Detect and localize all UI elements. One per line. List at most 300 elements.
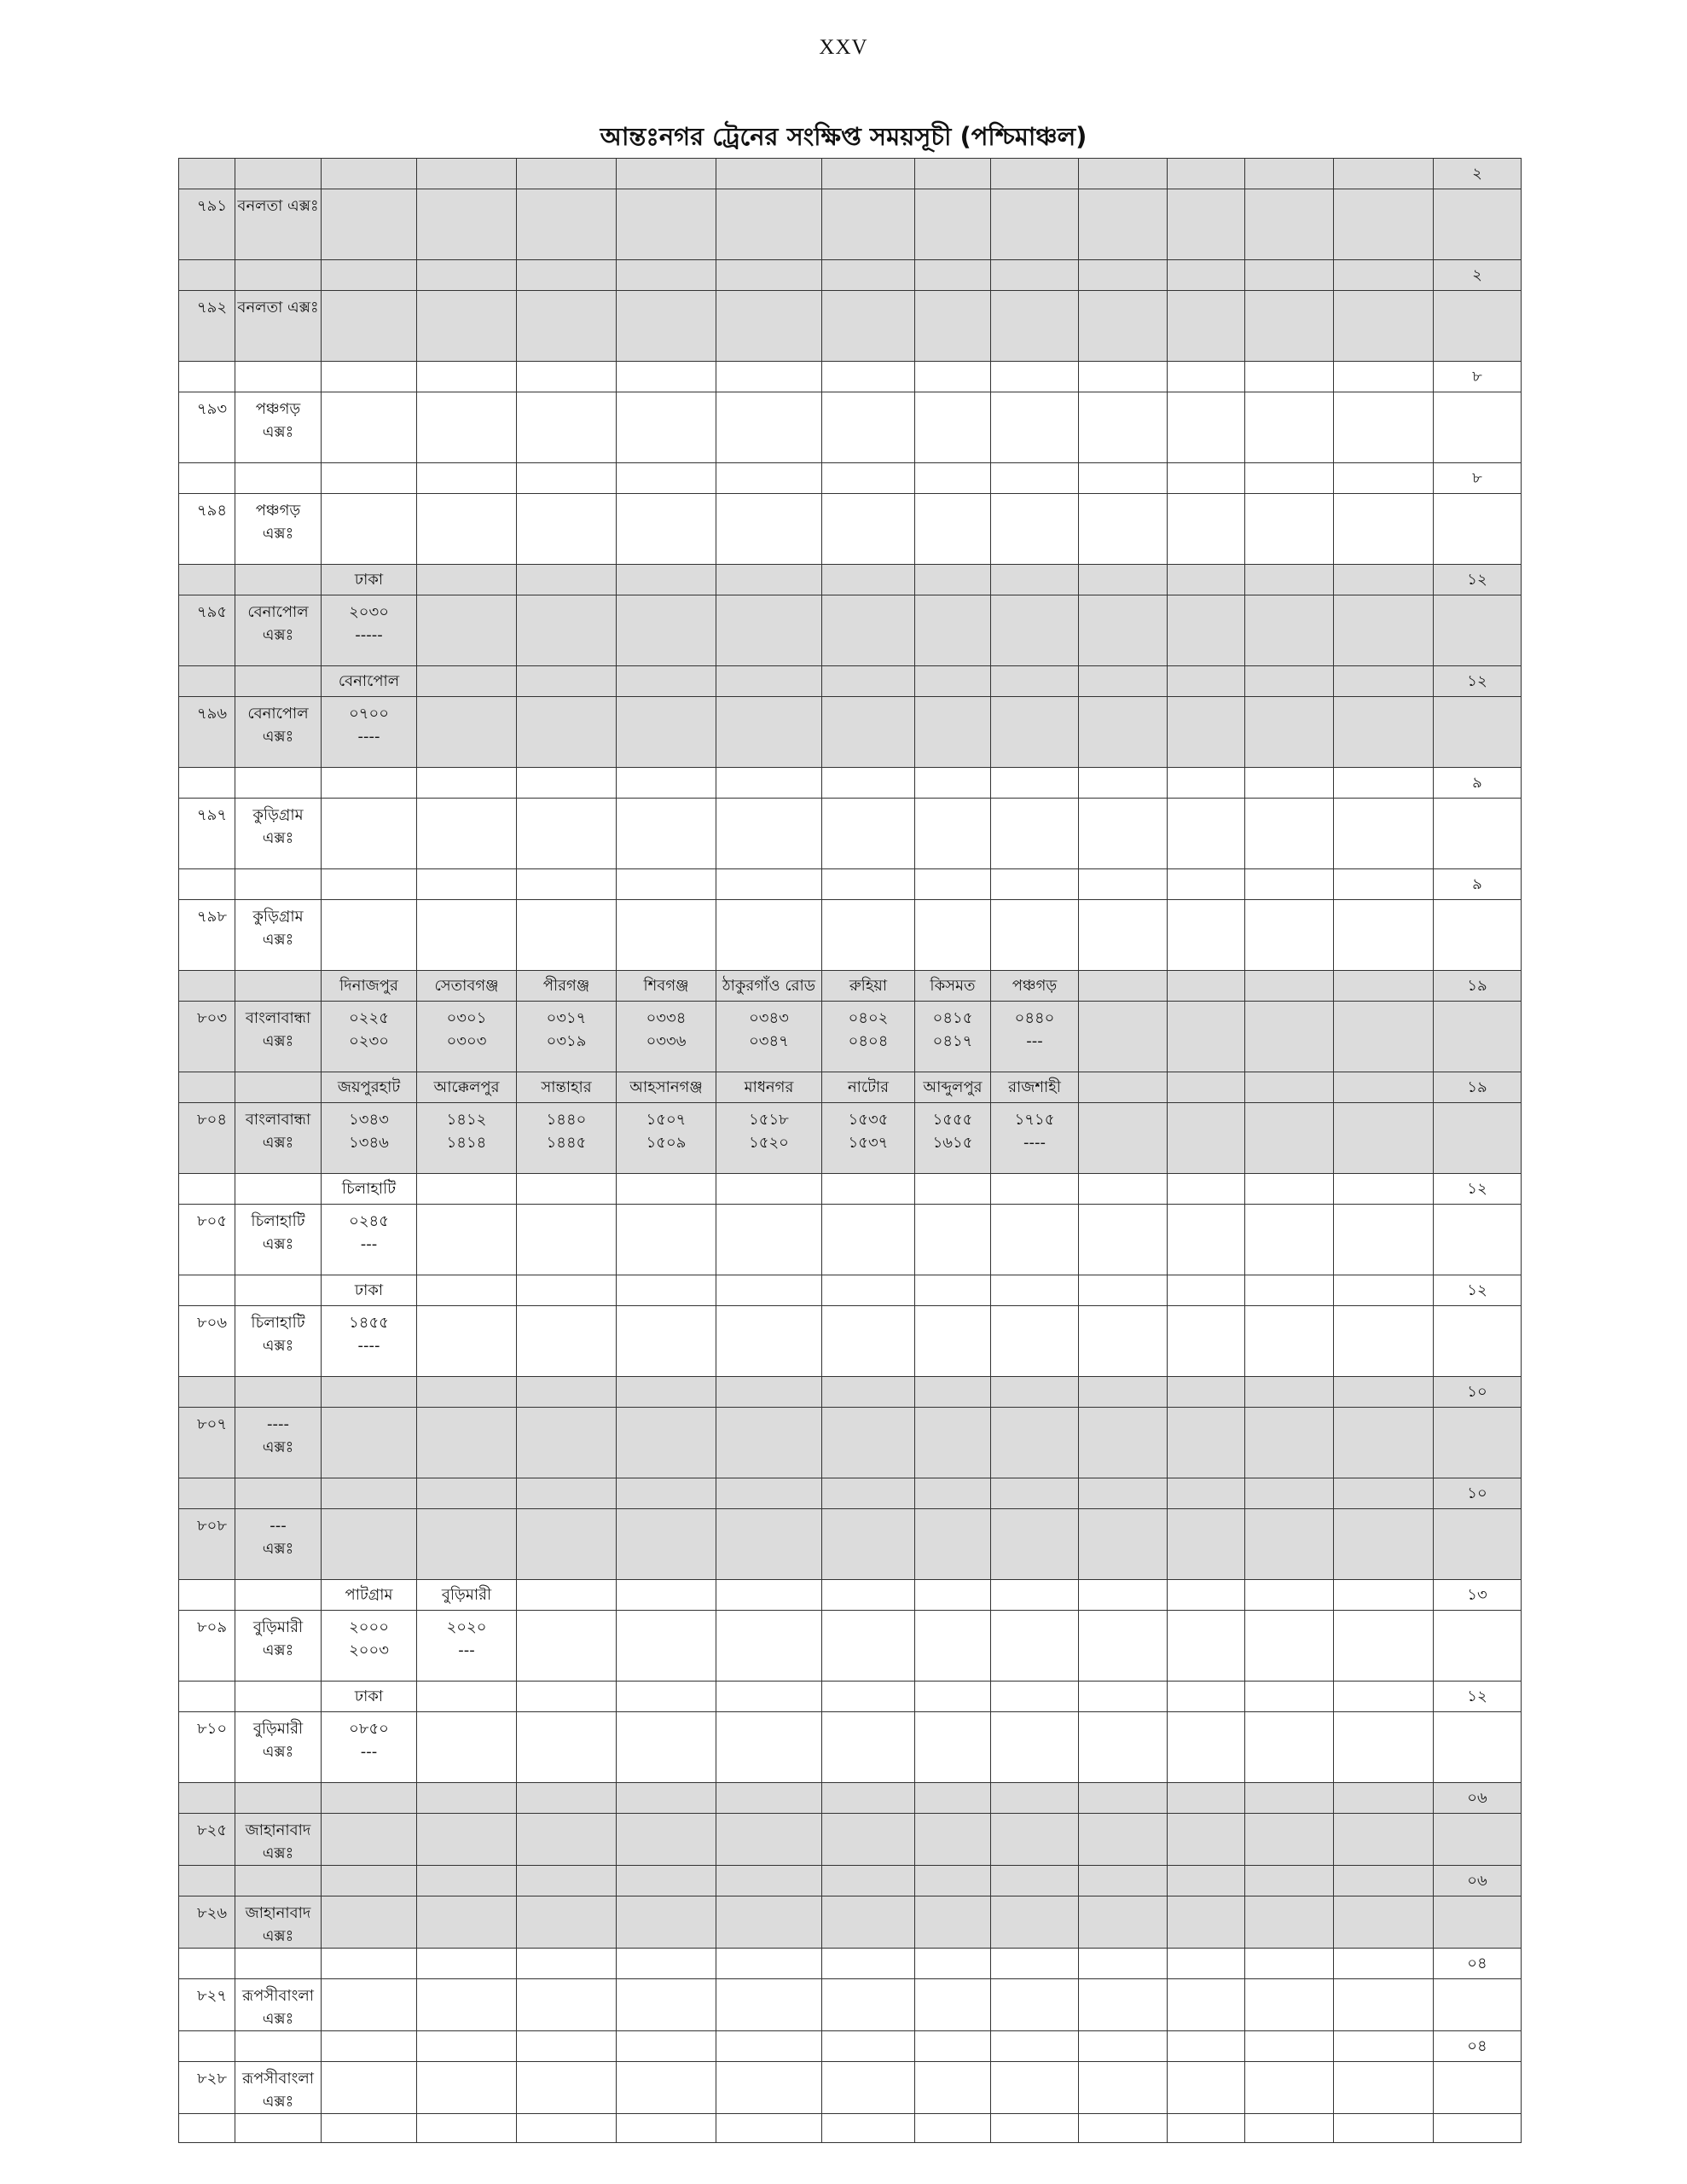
- empty-cell: [1245, 1896, 1334, 1949]
- departure-time: ১৬১৫: [932, 1134, 973, 1152]
- empty-cell: [716, 159, 822, 189]
- station-name: রুহিয়া: [822, 971, 915, 1002]
- empty-cell: [1079, 1205, 1168, 1275]
- train-number: ৮০৪: [179, 1103, 235, 1174]
- arrival-time: ০৩৪৩: [749, 1009, 789, 1027]
- empty-cell: [517, 1712, 617, 1783]
- empty-cell: [716, 1979, 822, 2031]
- time-cell: [716, 1002, 822, 1072]
- empty-cell: [716, 494, 822, 565]
- empty-cell: [1334, 1306, 1434, 1377]
- train-number: ৭৯৬: [179, 697, 235, 768]
- station-header-row: [179, 666, 1522, 697]
- empty-cell: [716, 1896, 822, 1949]
- empty-cell: [235, 1682, 322, 1712]
- empty-cell: [1334, 1814, 1434, 1866]
- time-cell: [915, 1002, 991, 1072]
- empty-cell: [1245, 1509, 1334, 1580]
- train-row: [179, 1979, 1522, 2031]
- empty-cell: [1245, 260, 1334, 291]
- empty-cell: [822, 697, 915, 768]
- empty-cell: [991, 2031, 1079, 2062]
- empty-cell: [1434, 2062, 1522, 2114]
- empty-cell: [517, 2031, 617, 2062]
- empty-cell: [179, 1580, 235, 1611]
- empty-cell: [1245, 1408, 1334, 1478]
- train-name: [235, 697, 322, 768]
- empty-cell: [517, 1275, 617, 1306]
- empty-cell: [822, 1866, 915, 1896]
- empty-cell: [716, 189, 822, 260]
- empty-cell: [1245, 494, 1334, 565]
- empty-cell: [716, 869, 822, 900]
- empty-cell: [1434, 1509, 1522, 1580]
- empty-cell: [1245, 189, 1334, 260]
- train-name-line: পঞ্চগড়: [255, 400, 301, 418]
- empty-cell: [617, 463, 716, 494]
- train-name-line: এক্সঃ: [262, 1540, 294, 1558]
- train-day-count: ৮: [1434, 362, 1522, 392]
- empty-cell: [1168, 1174, 1245, 1205]
- empty-cell: [991, 392, 1079, 463]
- empty-cell: [915, 291, 991, 362]
- empty-cell: [822, 900, 915, 971]
- empty-cell: [1434, 494, 1522, 565]
- empty-cell: [822, 595, 915, 666]
- empty-cell: [417, 1896, 517, 1949]
- empty-cell: [1334, 1072, 1434, 1103]
- station-name: আব্দুলপুর: [915, 1072, 991, 1103]
- empty-cell: [822, 666, 915, 697]
- empty-cell: [1168, 1377, 1245, 1408]
- empty-cell: [617, 1174, 716, 1205]
- arrival-time: ০৪০২: [848, 1009, 889, 1027]
- empty-cell: [417, 1814, 517, 1866]
- time-cell: [322, 1611, 417, 1682]
- train-number: ৮১০: [179, 1712, 235, 1783]
- empty-cell: [991, 1275, 1079, 1306]
- time-cell: [991, 1002, 1079, 1072]
- empty-cell: [1334, 1478, 1434, 1509]
- station-header-row: [179, 1866, 1522, 1896]
- departure-time: ১৫৩৭: [848, 1134, 889, 1152]
- empty-cell: [1245, 159, 1334, 189]
- station-header-row: [179, 159, 1522, 189]
- train-row: [179, 494, 1522, 565]
- train-name: [235, 291, 322, 362]
- time-cell: [322, 1002, 417, 1072]
- train-name: [235, 1306, 322, 1377]
- empty-cell: [991, 2114, 1079, 2143]
- empty-cell: [1245, 1072, 1334, 1103]
- station-name: পঞ্চগড়: [991, 971, 1079, 1002]
- train-name-line: কুড়িগ্রাম: [252, 806, 304, 824]
- station-header-row: [179, 362, 1522, 392]
- empty-cell: [1334, 1712, 1434, 1783]
- empty-cell: [1079, 1682, 1168, 1712]
- empty-cell: [617, 1949, 716, 1979]
- empty-cell: [822, 768, 915, 799]
- empty-cell: [915, 1580, 991, 1611]
- empty-cell: [617, 260, 716, 291]
- empty-cell: [322, 392, 417, 463]
- empty-cell: [517, 494, 617, 565]
- empty-cell: [517, 1611, 617, 1682]
- train-name: [235, 900, 322, 971]
- train-name: [235, 1979, 322, 2031]
- empty-cell: [822, 1275, 915, 1306]
- empty-cell: [1434, 1979, 1522, 2031]
- empty-cell: [1245, 1377, 1334, 1408]
- empty-cell: [716, 1306, 822, 1377]
- station-name: ঢাকা: [322, 1682, 417, 1712]
- station-name: ঢাকা: [322, 1275, 417, 1306]
- empty-cell: [822, 260, 915, 291]
- empty-cell: [1334, 697, 1434, 768]
- empty-cell: [915, 1205, 991, 1275]
- empty-cell: [1334, 2031, 1434, 2062]
- empty-cell: [991, 1408, 1079, 1478]
- empty-cell: [822, 1712, 915, 1783]
- empty-cell: [235, 768, 322, 799]
- arrival-time: ০৩৩৪: [646, 1009, 687, 1027]
- empty-cell: [322, 1408, 417, 1478]
- departure-time: ---: [360, 1235, 378, 1253]
- train-name: [235, 1408, 322, 1478]
- empty-cell: [1168, 1205, 1245, 1275]
- empty-cell: [1245, 971, 1334, 1002]
- empty-cell: [517, 697, 617, 768]
- empty-cell: [617, 666, 716, 697]
- empty-cell: [1334, 565, 1434, 595]
- train-row: [179, 1205, 1522, 1275]
- empty-cell: [991, 1306, 1079, 1377]
- train-row: [179, 1002, 1522, 1072]
- empty-cell: [1434, 1712, 1522, 1783]
- empty-cell: [1334, 1580, 1434, 1611]
- empty-cell: [915, 666, 991, 697]
- empty-cell: [1334, 1103, 1434, 1174]
- empty-cell: [915, 463, 991, 494]
- station-name: জয়পুরহাট: [322, 1072, 417, 1103]
- schedule-table: [178, 158, 1522, 2143]
- empty-cell: [417, 1306, 517, 1377]
- train-row: [179, 291, 1522, 362]
- empty-cell: [991, 1377, 1079, 1408]
- empty-cell: [1434, 2114, 1522, 2143]
- empty-cell: [1079, 1306, 1168, 1377]
- empty-cell: [1245, 1949, 1334, 1979]
- empty-cell: [991, 494, 1079, 565]
- arrival-time: ২০০০: [349, 1618, 389, 1636]
- empty-cell: [1334, 971, 1434, 1002]
- train-number: ৮০৮: [179, 1509, 235, 1580]
- empty-cell: [991, 1979, 1079, 2031]
- empty-cell: [417, 463, 517, 494]
- train-name-line: এক্সঃ: [262, 1134, 294, 1152]
- empty-cell: [1168, 1478, 1245, 1509]
- empty-cell: [1334, 799, 1434, 869]
- train-number: ৮২৮: [179, 2062, 235, 2114]
- train-name: [235, 799, 322, 869]
- empty-cell: [716, 463, 822, 494]
- train-day-count: ২: [1434, 260, 1522, 291]
- empty-cell: [417, 362, 517, 392]
- train-name-line: চিলাহাটি: [251, 1212, 305, 1230]
- empty-cell: [517, 869, 617, 900]
- empty-cell: [235, 463, 322, 494]
- empty-cell: [1168, 260, 1245, 291]
- empty-cell: [322, 2031, 417, 2062]
- empty-cell: [517, 1682, 617, 1712]
- empty-cell: [417, 2031, 517, 2062]
- empty-cell: [1168, 1408, 1245, 1478]
- train-name-line: এক্সঃ: [262, 525, 294, 543]
- time-cell: [991, 1103, 1079, 1174]
- empty-cell: [1168, 1509, 1245, 1580]
- arrival-time: ১৭১৫: [1014, 1111, 1055, 1129]
- empty-cell: [517, 799, 617, 869]
- empty-cell: [716, 260, 822, 291]
- empty-cell: [915, 1979, 991, 2031]
- empty-cell: [991, 1205, 1079, 1275]
- empty-cell: [517, 1205, 617, 1275]
- empty-cell: [179, 1949, 235, 1979]
- train-day-count: ১২: [1434, 1174, 1522, 1205]
- empty-cell: [1245, 1103, 1334, 1174]
- train-name-line: রূপসীবাংলা: [242, 2070, 314, 2088]
- time-cell: [417, 1103, 517, 1174]
- empty-cell: [617, 1580, 716, 1611]
- train-number: ৮২৫: [179, 1814, 235, 1866]
- empty-cell: [822, 189, 915, 260]
- train-name-line: চিলাহাটি: [251, 1314, 305, 1332]
- empty-cell: [991, 869, 1079, 900]
- departure-time: ০২৩০: [349, 1032, 389, 1050]
- empty-cell: [915, 494, 991, 565]
- arrival-time: ১৪৫৫: [349, 1314, 389, 1332]
- empty-cell: [235, 1174, 322, 1205]
- empty-cell: [991, 1174, 1079, 1205]
- arrival-time: ০৭০০: [349, 705, 389, 723]
- empty-cell: [1168, 1866, 1245, 1896]
- empty-cell: [617, 1377, 716, 1408]
- empty-cell: [1334, 1949, 1434, 1979]
- empty-cell: [322, 1896, 417, 1949]
- empty-cell: [235, 1275, 322, 1306]
- train-day-count: ১৩: [1434, 1580, 1522, 1611]
- empty-cell: [235, 2031, 322, 2062]
- empty-cell: [1334, 1174, 1434, 1205]
- empty-cell: [1168, 1814, 1245, 1866]
- empty-cell: [1168, 189, 1245, 260]
- empty-cell: [991, 1949, 1079, 1979]
- time-cell: [915, 1103, 991, 1174]
- train-number: ৭৯১: [179, 189, 235, 260]
- train-row: [179, 1103, 1522, 1174]
- empty-cell: [1245, 291, 1334, 362]
- train-row: [179, 595, 1522, 666]
- arrival-time: ০৩১৭: [546, 1009, 587, 1027]
- station-name: দিনাজপুর: [322, 971, 417, 1002]
- empty-cell: [1168, 900, 1245, 971]
- empty-cell: [915, 768, 991, 799]
- empty-cell: [417, 1712, 517, 1783]
- empty-cell: [1245, 799, 1334, 869]
- time-cell: [322, 595, 417, 666]
- empty-cell: [822, 1478, 915, 1509]
- empty-cell: [1079, 1979, 1168, 2031]
- train-row: [179, 697, 1522, 768]
- train-number: ৮২৭: [179, 1979, 235, 2031]
- empty-cell: [1245, 2062, 1334, 2114]
- train-name-line: এক্সঃ: [262, 931, 294, 949]
- empty-cell: [235, 1949, 322, 1979]
- empty-cell: [1245, 1174, 1334, 1205]
- station-name: ঢাকা: [322, 565, 417, 595]
- empty-cell: [716, 768, 822, 799]
- station-header-row: [179, 1275, 1522, 1306]
- train-number: ৭৯৮: [179, 900, 235, 971]
- empty-cell: [417, 1783, 517, 1814]
- station-name: বুড়িমারী: [417, 1580, 517, 1611]
- empty-cell: [1079, 595, 1168, 666]
- departure-time: ---: [360, 1743, 378, 1761]
- empty-cell: [991, 1478, 1079, 1509]
- empty-cell: [1434, 1205, 1522, 1275]
- empty-cell: [517, 595, 617, 666]
- station-header-row: [179, 1949, 1522, 1979]
- empty-cell: [1079, 1002, 1168, 1072]
- empty-cell: [517, 1408, 617, 1478]
- empty-cell: [991, 1896, 1079, 1949]
- empty-cell: [179, 2031, 235, 2062]
- empty-cell: [179, 1478, 235, 1509]
- time-cell: [322, 697, 417, 768]
- departure-time: ০৪০৪: [848, 1032, 889, 1050]
- empty-cell: [1079, 2062, 1168, 2114]
- empty-cell: [1434, 1002, 1522, 1072]
- train-row: [179, 1712, 1522, 1783]
- empty-cell: [1334, 159, 1434, 189]
- train-day-count: ১৯: [1434, 971, 1522, 1002]
- empty-cell: [1334, 1205, 1434, 1275]
- train-name-line: এক্সঃ: [262, 1032, 294, 1050]
- empty-cell: [1334, 900, 1434, 971]
- empty-cell: [991, 159, 1079, 189]
- station-header-row: [179, 1072, 1522, 1103]
- empty-cell: [179, 159, 235, 189]
- empty-cell: [1245, 1580, 1334, 1611]
- train-name-line: বাংলাবান্ধা: [245, 1009, 311, 1027]
- empty-cell: [517, 1377, 617, 1408]
- train-row: [179, 392, 1522, 463]
- empty-cell: [991, 189, 1079, 260]
- empty-cell: [822, 1377, 915, 1408]
- time-cell: [322, 1205, 417, 1275]
- empty-cell: [991, 1712, 1079, 1783]
- empty-cell: [822, 362, 915, 392]
- empty-cell: [716, 362, 822, 392]
- train-name-line: বনলতা এক্সঃ: [237, 197, 319, 215]
- train-name-line: পঞ্চগড়: [255, 502, 301, 520]
- empty-cell: [417, 291, 517, 362]
- empty-cell: [517, 362, 617, 392]
- time-cell: [617, 1103, 716, 1174]
- empty-cell: [617, 362, 716, 392]
- empty-cell: [822, 1174, 915, 1205]
- empty-cell: [991, 768, 1079, 799]
- empty-cell: [235, 869, 322, 900]
- empty-cell: [617, 291, 716, 362]
- empty-cell: [716, 1377, 822, 1408]
- arrival-time: ১৫০৭: [646, 1111, 687, 1129]
- empty-cell: [915, 869, 991, 900]
- empty-cell: [417, 1949, 517, 1979]
- empty-cell: [822, 2062, 915, 2114]
- time-cell: [417, 1002, 517, 1072]
- train-day-count: ১০: [1434, 1377, 1522, 1408]
- empty-cell: [517, 1949, 617, 1979]
- empty-cell: [822, 1205, 915, 1275]
- empty-cell: [915, 1611, 991, 1682]
- train-name: [235, 595, 322, 666]
- empty-cell: [915, 189, 991, 260]
- train-name: [235, 1002, 322, 1072]
- empty-cell: [991, 900, 1079, 971]
- empty-cell: [322, 1509, 417, 1580]
- train-name-line: বেনাপোল: [247, 603, 309, 621]
- empty-cell: [235, 1478, 322, 1509]
- arrival-time: ১৪৪০: [546, 1111, 587, 1129]
- empty-cell: [1334, 1896, 1434, 1949]
- empty-cell: [991, 362, 1079, 392]
- empty-cell: [517, 1979, 617, 2031]
- station-header-row: [179, 869, 1522, 900]
- empty-cell: [1079, 1275, 1168, 1306]
- empty-cell: [417, 1174, 517, 1205]
- empty-cell: [1245, 1478, 1334, 1509]
- empty-cell: [1079, 1408, 1168, 1478]
- train-name: [235, 1896, 322, 1949]
- empty-cell: [1168, 1002, 1245, 1072]
- empty-cell: [915, 392, 991, 463]
- train-row: [179, 1408, 1522, 1478]
- empty-cell: [716, 1866, 822, 1896]
- empty-cell: [1245, 1611, 1334, 1682]
- empty-cell: [1079, 463, 1168, 494]
- empty-cell: [322, 1979, 417, 2031]
- empty-cell: [991, 2062, 1079, 2114]
- empty-cell: [1245, 666, 1334, 697]
- empty-cell: [322, 1377, 417, 1408]
- train-name-line: বেনাপোল: [247, 705, 309, 723]
- train-day-count: ১২: [1434, 565, 1522, 595]
- train-number: ৭৯৩: [179, 392, 235, 463]
- empty-cell: [1334, 1783, 1434, 1814]
- station-name: পীরগঞ্জ: [517, 971, 617, 1002]
- empty-cell: [1245, 1682, 1334, 1712]
- empty-cell: [915, 362, 991, 392]
- empty-cell: [1334, 1002, 1434, 1072]
- time-cell: [322, 1712, 417, 1783]
- empty-cell: [1079, 260, 1168, 291]
- empty-cell: [617, 2114, 716, 2143]
- empty-cell: [1168, 1979, 1245, 2031]
- arrival-time: ১৫৩৫: [848, 1111, 889, 1129]
- empty-cell: [517, 1814, 617, 1866]
- empty-cell: [822, 291, 915, 362]
